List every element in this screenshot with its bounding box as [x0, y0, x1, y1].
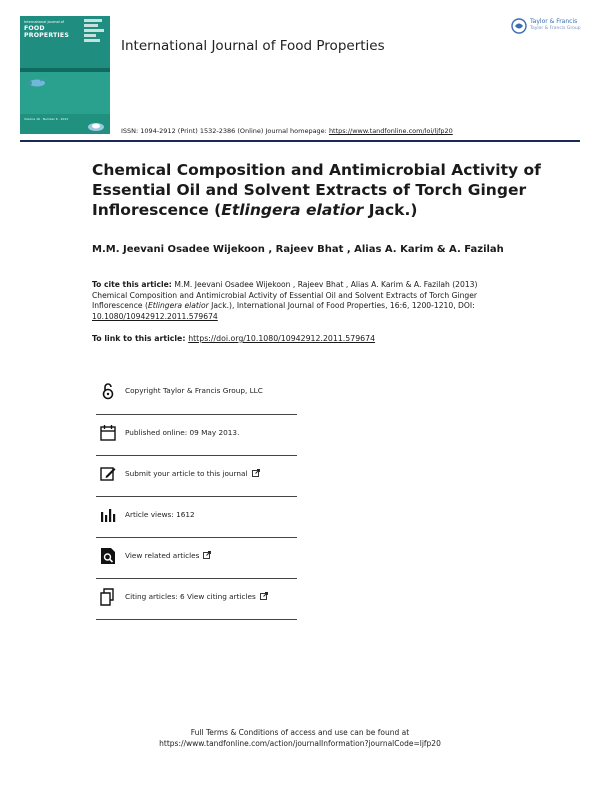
view-related-text: View related articles — [125, 551, 200, 560]
bar-chart-icon — [100, 506, 116, 524]
footer-terms-text: Full Terms & Conditions of access and use can be found at — [190, 728, 410, 737]
publisher-name: Taylor & Francis — [530, 18, 578, 25]
published-date: Published online: 09 May 2013. — [125, 428, 240, 437]
article-title-end: Jack.) — [363, 201, 418, 219]
citing-articles-icon — [100, 588, 116, 606]
journal-title[interactable]: International Journal of Food Properties — [121, 38, 385, 54]
article-views: Article views: 1612 — [125, 510, 195, 519]
external-link-icon — [203, 551, 211, 559]
journal-homepage-link[interactable]: https://www.tandfonline.com/loi/ljfp20 — [328, 127, 453, 135]
view-related-link[interactable] — [125, 551, 211, 560]
edit-pencil-icon — [100, 465, 116, 483]
calendar-icon — [100, 424, 116, 442]
publisher-logo-text — [530, 18, 581, 32]
article-title-main: Chemical Composition and Antimicrobial Activity of Essential Oil and Solvent Extracts of Torch Ginger Inflorescence ( — [92, 161, 541, 219]
external-link-icon — [260, 592, 268, 600]
related-articles-search-icon — [100, 547, 116, 565]
citing-row[interactable] — [96, 584, 297, 624]
row-divider — [96, 414, 297, 415]
view-citing-link[interactable] — [125, 592, 268, 601]
citing-articles-text: Citing articles: 6 View citing articles — [125, 592, 256, 601]
submit-row[interactable] — [96, 461, 297, 501]
citation-species: Etlingera elatior — [147, 301, 209, 310]
article-link-line — [92, 334, 375, 343]
issn-text: ISSN: 1094-2912 (Print) 1532-2386 (Online) Journal homepage: — [121, 127, 329, 135]
cover-issue-info: Volume 16 · Number 6 · 2013 — [24, 117, 69, 121]
cover-motif-icon — [26, 78, 48, 88]
footer-terms-url[interactable]: https://www.tandfonline.com/action/journalInformation?journalCode=ljfp20 — [159, 739, 441, 748]
cover-publisher-logo-icon — [86, 120, 106, 132]
cover-top-line: International Journal of — [24, 20, 65, 24]
publisher-group: Taylor & Francis Group — [530, 26, 581, 31]
citation-text-a: M.M. Jeevani Osadee Wijekoon , Rajeev Bhat , Alias A. Karim & A. Fazilah (2013) Chemical Composition and Antimicrobial Activity of Essential Oil and Solvent Extracts of Torch Ginger Inflorescence ( — [92, 280, 478, 310]
related-row[interactable] — [96, 543, 297, 583]
row-divider — [96, 455, 297, 456]
submit-article-link[interactable] — [125, 469, 260, 478]
copyright-text: Copyright Taylor & Francis Group, LLC — [125, 386, 263, 395]
row-divider — [96, 496, 297, 497]
journal-cover[interactable] — [20, 16, 110, 134]
cover-divider — [20, 68, 110, 72]
citation-doi-link[interactable]: 10.1080/10942912.2011.579674 — [92, 311, 218, 321]
citation-text-b: Jack.), International Journal of Food Properties, 16:6, 1200-1210, DOI: — [208, 301, 475, 310]
article-doi-url[interactable]: https://doi.org/10.1080/10942912.2011.579674 — [188, 334, 376, 343]
published-row — [96, 420, 297, 460]
cover-journal-name: FOOD PROPERTIES — [24, 25, 70, 39]
header-divider — [20, 140, 580, 142]
submit-article-text: Submit your article to this journal — [125, 469, 248, 478]
views-row — [96, 502, 297, 542]
cover-side-text — [84, 19, 106, 59]
row-divider — [96, 537, 297, 538]
open-access-lock-icon — [100, 382, 116, 400]
link-label: To link to this article: — [92, 334, 189, 343]
citation-block — [92, 280, 512, 322]
article-title — [92, 160, 552, 220]
external-link-icon — [252, 469, 260, 477]
row-divider — [96, 619, 297, 620]
issn-line — [121, 127, 453, 135]
article-title-species: Etlingera elatior — [221, 201, 364, 219]
copyright-row — [96, 378, 297, 418]
row-divider — [96, 578, 297, 579]
citation-label: To cite this article: — [92, 280, 175, 289]
article-authors: M.M. Jeevani Osadee Wijekoon , Rajeev Bhat , Alias A. Karim & A. Fazilah — [92, 244, 504, 255]
